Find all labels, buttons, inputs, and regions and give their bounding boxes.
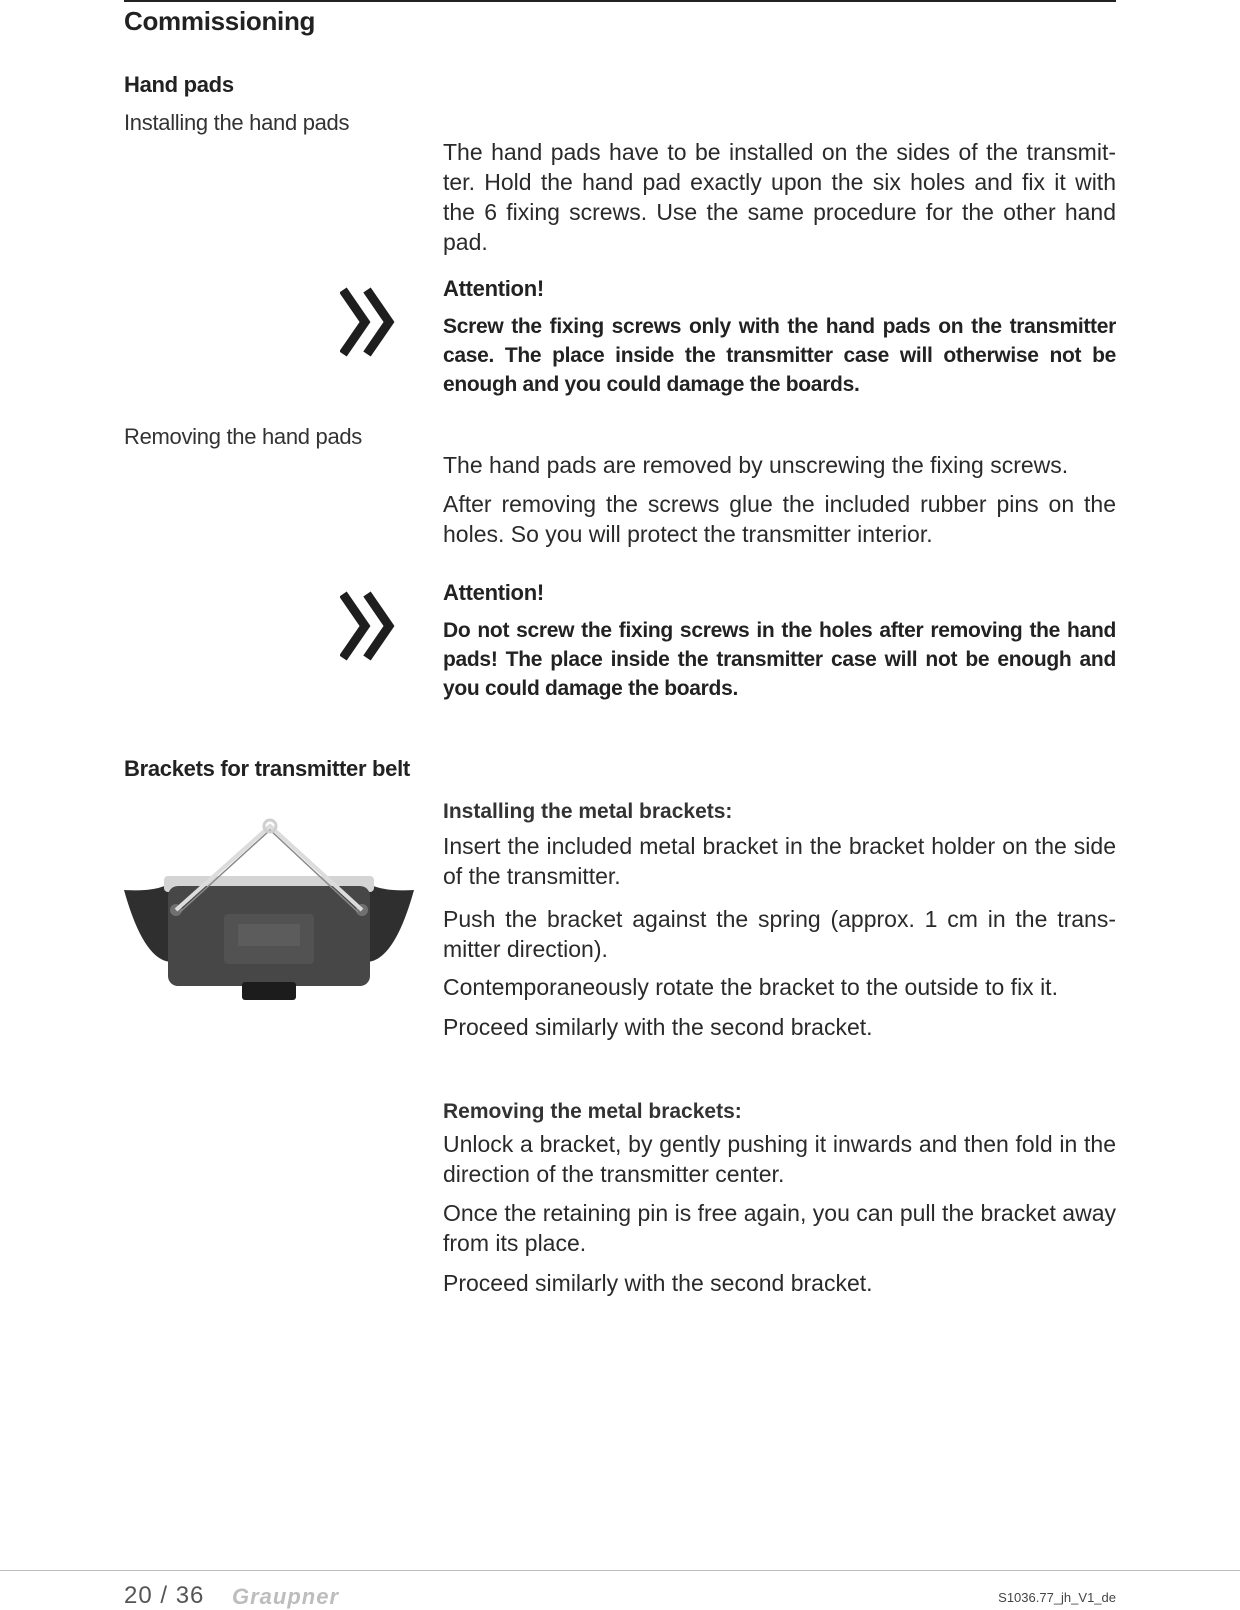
brand-logo: Graupner	[232, 1584, 340, 1609]
removing-hand-pads-paragraph-2: After removing the screws glue the included rubber pins on the holes. So you will protect the transmitter interior.	[443, 491, 1116, 547]
attention-chevron-icon	[340, 284, 400, 364]
page-number: 20 / 36	[124, 1582, 205, 1609]
installing-brackets-paragraph: Contemporaneously rotate the bracket to the outside to fix it.	[443, 974, 1058, 1000]
section-heading-brackets: Brackets for transmitter belt	[124, 756, 410, 781]
section-heading-hand-pads: Hand pads	[124, 72, 234, 97]
removing-brackets-heading: Removing the metal brackets:	[443, 1100, 742, 1123]
installing-brackets-heading: Installing the metal brackets:	[443, 800, 733, 823]
top-rule	[124, 0, 1116, 2]
attention-title: Attention!	[443, 276, 544, 301]
page-title: Commissioning	[124, 6, 316, 36]
footer-rule	[0, 1570, 1240, 1571]
transmitter-bracket-photo	[124, 812, 414, 1002]
installing-hand-pads-paragraph: The hand pads have to be installed on the sides of the transmit-ter. Hold the hand pad exactly upon the six holes and fix it with the 6 fixing screws. Use the same procedure for the other hand pad.	[443, 139, 1116, 255]
side-label-installing: Installing the hand pads	[124, 110, 350, 135]
installing-hand-pads-text	[443, 137, 1116, 257]
removing-brackets-paragraph: Unlock a bracket, by gently pushing it inwards and then fold in the direction of the transmitter center.	[443, 1131, 1116, 1187]
attention-title: Attention!	[443, 580, 544, 605]
side-label-removing: Removing the hand pads	[124, 424, 363, 449]
installing-brackets-paragraph: Push the bracket against the spring (approx. 1 cm in the trans-mitter direction).	[443, 906, 1116, 962]
installing-brackets-paragraph: Insert the included metal bracket in the bracket holder on the side of the transmitter.	[443, 833, 1116, 889]
installing-brackets-paragraph: Proceed similarly with the second bracket.	[443, 1014, 873, 1040]
attention-text: Screw the fixing screws only with the hand pads on the transmitter case. The place inside the transmitter case will otherwise not be enough and you could damage the boards.	[443, 315, 1116, 396]
document-code: S1036.77_jh_V1_de	[998, 1590, 1116, 1605]
removing-hand-pads-paragraph-1: The hand pads are removed by unscrewing the fixing screws.	[443, 452, 1069, 478]
removing-brackets-paragraph: Once the retaining pin is free again, you can pull the bracket away from its place.	[443, 1200, 1116, 1256]
attention-chevron-icon	[340, 588, 400, 668]
attention-text: Do not screw the fixing screws in the holes after removing the hand pads! The place inside the transmitter case will not be enough and you could damage the boards.	[443, 619, 1116, 700]
removing-brackets-paragraph: Proceed similarly with the second bracket.	[443, 1270, 873, 1296]
